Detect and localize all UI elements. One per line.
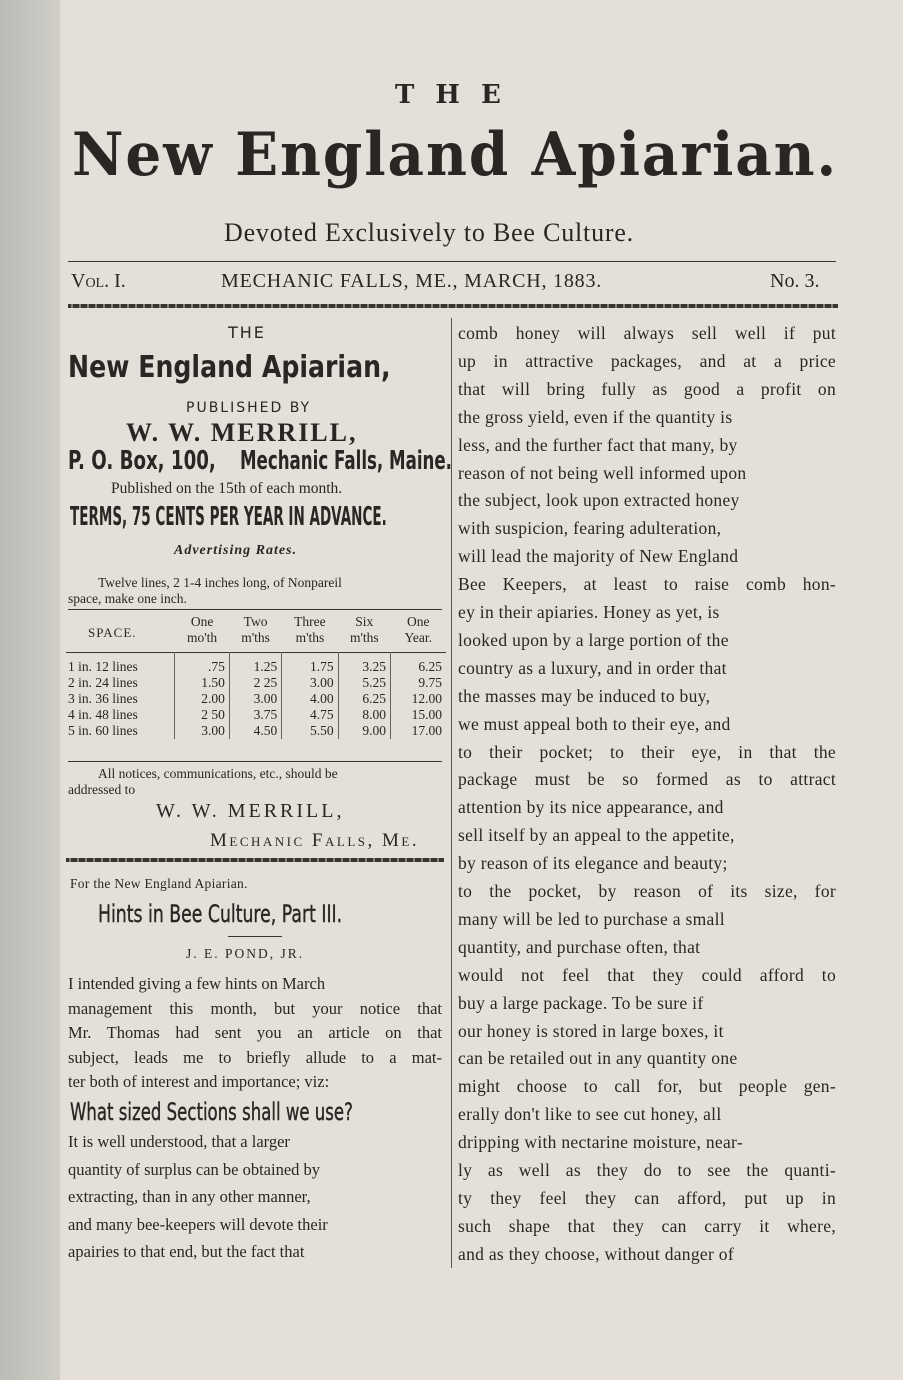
- rates-row: [66, 707, 446, 723]
- rates-price-cell: 6.25: [338, 691, 390, 707]
- text-line: management this month, but your notice that: [68, 998, 442, 1018]
- rates-space-cell: 2 in. 24 lines: [68, 675, 138, 690]
- text-line: will lead the majority of New England: [458, 546, 739, 567]
- rates-price-cell: 12.00: [390, 691, 446, 707]
- text-line: the masses may be induced to buy,: [458, 685, 711, 706]
- text-line: our honey is stored in large boxes, it: [458, 1020, 724, 1041]
- text-line: dripping with nectarine moisture, near-: [458, 1132, 743, 1153]
- rates-table: [66, 614, 446, 739]
- rates-price-cell: 1.75: [282, 653, 338, 676]
- title-rule: [228, 936, 282, 937]
- rates-note-1: Twelve lines, 2 1-4 inches long, of Nonpareil: [98, 575, 342, 590]
- rates-price-cell: 4.75: [282, 707, 338, 723]
- text-line: to the pocket, by reason of its size, for: [458, 881, 836, 901]
- text-line: Bee Keepers, at least to raise comb hon-: [458, 574, 836, 595]
- rates-price-cell: 8.00: [338, 707, 390, 723]
- for-the-line: For the New England Apiarian.: [70, 876, 248, 891]
- text-line: apairies to that end, but the fact that: [68, 1242, 305, 1261]
- masthead-rule-top: [68, 261, 836, 262]
- rates-price-cell: 4.50: [229, 723, 281, 739]
- text-line: up in attractive packages, and at a price: [458, 350, 836, 371]
- rates-header-cell: One: [190, 614, 214, 629]
- rates-space-cell: 3 in. 36 lines: [68, 691, 138, 706]
- text-line: attention by its nice appearance, and: [458, 797, 724, 818]
- rates-price-cell: 2 50: [175, 707, 230, 723]
- text-line: comb honey will always sell well if put: [458, 323, 836, 343]
- rates-price-cell: 15.00: [390, 707, 446, 723]
- rates-price-cell: 5.25: [338, 675, 390, 691]
- text-line: might choose to call for, but people gen-: [458, 1076, 836, 1097]
- rates-price-cell: 3.00: [282, 675, 338, 691]
- text-line: less, and the further fact that many, by: [458, 434, 738, 455]
- rates-row: [66, 653, 446, 676]
- rates-note-2: space, make one inch.: [68, 591, 187, 606]
- rates-price-cell: 2.00: [175, 691, 230, 707]
- text-line: Mr. Thomas had sent you an article on that: [68, 1023, 442, 1042]
- rates-price-cell: 4.00: [282, 691, 338, 707]
- text-line: reason of not being well informed upon: [458, 462, 747, 483]
- section-rule: [66, 858, 444, 862]
- rates-price-cell: 17.00: [390, 723, 446, 739]
- text-line: many will be led to purchase a small: [458, 908, 725, 929]
- rates-header-cell: m'ths: [349, 630, 379, 645]
- notices-line-1: All notices, communications, etc., should be: [98, 766, 338, 781]
- rates-price-cell: 3.25: [338, 653, 390, 676]
- rates-header-space: SPACE.: [88, 625, 137, 640]
- text-line: I intended giving a few hints on March: [68, 974, 326, 993]
- rates-header-cell: m'ths: [241, 630, 270, 645]
- text-line: by reason of its elegance and beauty;: [458, 853, 728, 874]
- text-line: package must be so formed as to attract: [458, 769, 836, 790]
- text-line: to their pocket; to their eye, in that the: [458, 741, 836, 762]
- rates-space-cell: 5 in. 60 lines: [68, 723, 138, 738]
- rates-table-body: [66, 653, 446, 740]
- text-line: subject, leads me to briefly allude to a mat-: [68, 1047, 442, 1067]
- text-line: ter both of interest and importance; viz:: [68, 1072, 330, 1091]
- rates-price-cell: 9.75: [390, 675, 446, 691]
- rates-header-cell: Three: [294, 614, 326, 629]
- text-line: buy a large package. To be sure if: [458, 992, 704, 1013]
- rates-space-cell: 1 in. 12 lines: [68, 659, 138, 674]
- text-line: and many bee-keepers will devote their: [68, 1214, 328, 1234]
- rates-header-cell: One: [406, 614, 430, 629]
- rates-header-cell: mo'th: [187, 630, 218, 645]
- volume-label: Vol. I.: [71, 270, 126, 292]
- notices-line-2: addressed to: [68, 782, 136, 797]
- issue-number: No. 3.: [770, 270, 820, 292]
- masthead-title: New England Apiarian.: [72, 120, 839, 190]
- text-line: quantity, and purchase often, that: [458, 936, 701, 957]
- address-town: Mechanic Falls, Me.: [210, 830, 420, 851]
- masthead-subtitle: Devoted Exclusively to Bee Culture.: [224, 218, 634, 247]
- masthead-rule-bottom: [68, 304, 838, 308]
- text-line: the subject, look upon extracted honey: [458, 490, 740, 511]
- text-line: with suspicion, fearing adulteration,: [458, 518, 722, 539]
- address-name: W. W. MERRILL,: [156, 800, 345, 822]
- rates-header-cell: Year.: [404, 630, 432, 645]
- rates-price-cell: 1.25: [229, 653, 281, 676]
- page-edge: [0, 0, 62, 1380]
- text-line: such shape that they can carry it where,: [458, 1215, 836, 1236]
- text-line: sell itself by an appeal to the appetite,: [458, 825, 735, 846]
- rates-price-cell: 9.00: [338, 723, 390, 739]
- text-line: erally don't like to see cut honey, all: [458, 1104, 722, 1125]
- advertising-heading: Advertising Rates.: [174, 543, 298, 558]
- rates-price-cell: 3.00: [229, 691, 281, 707]
- text-line: that will bring fully as good a profit on: [458, 378, 836, 399]
- rates-price-cell: 1.50: [175, 675, 230, 691]
- text-line: would not feel that they could afford to: [458, 964, 836, 985]
- town: Mechanic Falls, Maine.: [240, 446, 452, 476]
- text-line: looked upon by a large portion of the: [458, 629, 729, 650]
- rates-row: [66, 675, 446, 691]
- section-heading: What sized Sections shall we use?: [70, 1098, 353, 1126]
- rates-table-top-rule: [68, 609, 442, 610]
- text-line: ty they feel they can afford, put up in: [458, 1187, 836, 1208]
- text-line: ly as well as they do to see the quanti-: [458, 1160, 836, 1180]
- article-title: Hints in Bee Culture, Part III.: [98, 900, 343, 928]
- box-the: THE: [228, 323, 266, 342]
- rates-price-cell: 6.25: [390, 653, 446, 676]
- text-line: ey in their apiaries. Honey as yet, is: [458, 602, 720, 622]
- masthead-the: T H E: [395, 80, 507, 110]
- text-line: the gross yield, even if the quantity is: [458, 406, 733, 427]
- rates-row: [66, 723, 446, 739]
- text-line: It is well understood, that a larger: [68, 1132, 290, 1151]
- rates-price-cell: 5.50: [282, 723, 338, 739]
- rates-header-row-1: [66, 614, 446, 630]
- po-box: P. O. Box, 100,: [68, 446, 216, 476]
- terms: TERMS, 75 CENTS PER YEAR IN ADVANCE.: [70, 502, 387, 532]
- text-line: we must appeal both to their eye, and: [458, 713, 731, 734]
- rates-header-cell: Six: [355, 614, 374, 629]
- rates-price-cell: 3.75: [229, 707, 281, 723]
- published-on: Published on the 15th of each month.: [111, 480, 343, 497]
- text-line: and as they choose, without danger of: [458, 1243, 734, 1264]
- publisher-name: W. W. MERRILL,: [126, 418, 358, 447]
- text-line: can be retailed out in any quantity one: [458, 1048, 738, 1069]
- text-line: extracting, than in any other manner,: [68, 1187, 311, 1206]
- published-by: PUBLISHED BY: [186, 400, 312, 416]
- rates-space-cell: 4 in. 48 lines: [68, 707, 138, 722]
- author: J. E. POND, JR.: [186, 946, 305, 961]
- rates-price-cell: 3.00: [175, 723, 230, 739]
- text-line: country as a luxury, and in order that: [458, 657, 727, 678]
- rates-price-cell: .75: [175, 653, 230, 676]
- box-title: New England Apiarian,: [68, 350, 391, 385]
- rates-header-cell: m'ths: [295, 630, 325, 645]
- place-date: MECHANIC FALLS, ME., MARCH, 1883.: [221, 270, 603, 292]
- rates-header-cell: Two: [243, 614, 268, 629]
- rates-row: [66, 691, 446, 707]
- rates-table-bottom-rule: [68, 761, 442, 762]
- rates-price-cell: 2 25: [229, 675, 281, 691]
- text-line: quantity of surplus can be obtained by: [68, 1159, 321, 1179]
